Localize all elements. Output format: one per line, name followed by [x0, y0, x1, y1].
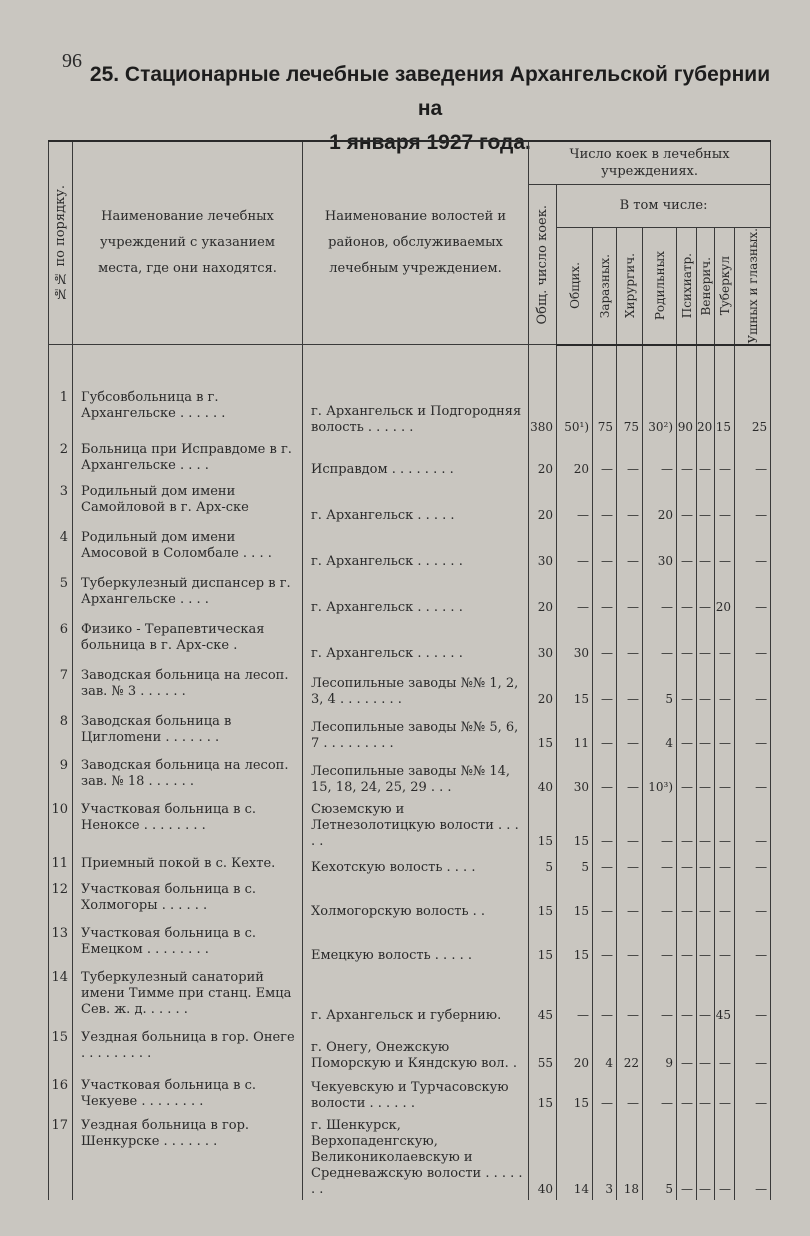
beds-col-5: —: [697, 798, 715, 852]
beds-col-1: —: [593, 438, 617, 480]
total-beds: 20: [529, 480, 557, 526]
beds-col-3: —: [643, 922, 677, 966]
beds-col-5: —: [697, 618, 715, 664]
beds-col-1: —: [593, 966, 617, 1026]
served-area: Емецкую волость . . . . .: [303, 922, 529, 966]
beds-col-1: —: [593, 618, 617, 664]
header-col-6: Туберкул: [715, 228, 735, 345]
beds-col-4: —: [677, 754, 697, 798]
beds-col-4: —: [677, 922, 697, 966]
table-row: [49, 438, 771, 480]
served-area: Лесопильные заводы №№ 1, 2, 3, 4 . . . . . . . .: [303, 664, 529, 710]
beds-col-3: 30²): [643, 386, 677, 438]
served-area: Лесопильные заводы №№ 14, 15, 18, 24, 25, 29 . . .: [303, 754, 529, 798]
beds-col-7: —: [735, 664, 771, 710]
institution-name: Участковая больница в с. Холмогоры . . . . . .: [73, 878, 303, 922]
institution-name: Туберкулезный санаторий имени Тимме при станц. Емца Сев. ж. д. . . . . .: [73, 966, 303, 1026]
beds-col-5: —: [697, 922, 715, 966]
beds-col-4: —: [677, 852, 697, 878]
beds-col-4: —: [677, 1074, 697, 1114]
table-row: [49, 798, 771, 852]
beds-col-3: 5: [643, 664, 677, 710]
beds-col-6: —: [715, 526, 735, 572]
beds-col-4: —: [677, 710, 697, 754]
total-beds: 20: [529, 664, 557, 710]
beds-col-4: —: [677, 618, 697, 664]
beds-col-2: —: [617, 438, 643, 480]
beds-col-1: —: [593, 878, 617, 922]
beds-col-6: 20: [715, 572, 735, 618]
beds-col-2: —: [617, 710, 643, 754]
beds-col-0: 11: [557, 710, 593, 754]
beds-col-4: —: [677, 480, 697, 526]
served-area: г. Архангельск . . . . .: [303, 480, 529, 526]
beds-col-6: 15: [715, 386, 735, 438]
beds-col-5: —: [697, 1026, 715, 1074]
beds-col-3: —: [643, 966, 677, 1026]
header-col-7: Ушных и глазных.: [735, 228, 771, 345]
served-area: Чекуевскую и Турчасовскую волости . . . . . .: [303, 1074, 529, 1114]
total-beds: 15: [529, 1074, 557, 1114]
beds-col-1: —: [593, 798, 617, 852]
institution-name: Заводская больница на лесоп. зав. № 18 . . . . . .: [73, 754, 303, 798]
row-number: 7: [49, 664, 73, 710]
beds-col-1: —: [593, 526, 617, 572]
beds-col-5: 20: [697, 386, 715, 438]
header-including: В том числе:: [557, 185, 771, 228]
beds-col-3: —: [643, 618, 677, 664]
beds-col-7: —: [735, 526, 771, 572]
beds-col-0: 15: [557, 1074, 593, 1114]
beds-col-5: —: [697, 966, 715, 1026]
row-number: 17: [49, 1114, 73, 1200]
beds-col-7: —: [735, 480, 771, 526]
row-number: 16: [49, 1074, 73, 1114]
total-beds: 40: [529, 754, 557, 798]
beds-col-2: —: [617, 798, 643, 852]
institution-name: Родильный дом имени Самойловой в г. Арх-ске: [73, 480, 303, 526]
beds-col-3: 10³): [643, 754, 677, 798]
beds-col-5: —: [697, 878, 715, 922]
title-line-2: 1 января 1927 года.: [329, 131, 531, 154]
beds-col-6: —: [715, 710, 735, 754]
total-beds: 45: [529, 966, 557, 1026]
beds-col-1: 75: [593, 386, 617, 438]
beds-col-4: —: [677, 878, 697, 922]
beds-col-2: —: [617, 922, 643, 966]
beds-col-1: 4: [593, 1026, 617, 1074]
row-number: 5: [49, 572, 73, 618]
beds-col-6: —: [715, 480, 735, 526]
served-area: Лесопильные заводы №№ 5, 6, 7 . . . . . . . . .: [303, 710, 529, 754]
beds-col-2: 75: [617, 386, 643, 438]
beds-col-3: —: [643, 572, 677, 618]
beds-col-2: —: [617, 664, 643, 710]
beds-col-6: —: [715, 438, 735, 480]
beds-col-7: —: [735, 798, 771, 852]
row-number: 11: [49, 852, 73, 878]
table-row: [49, 922, 771, 966]
total-beds: 55: [529, 1026, 557, 1074]
header-col-4: Психиатр.: [677, 228, 697, 345]
table-row: [49, 878, 771, 922]
served-area: г. Архангельск и губернию.: [303, 966, 529, 1026]
beds-col-0: —: [557, 572, 593, 618]
total-beds: 380: [529, 386, 557, 438]
total-beds: 15: [529, 798, 557, 852]
beds-col-7: —: [735, 922, 771, 966]
total-beds: 15: [529, 710, 557, 754]
header-col-1: Заразных.: [593, 228, 617, 345]
beds-col-5: —: [697, 754, 715, 798]
header-col-3: Родильных: [643, 228, 677, 345]
institution-name: Приемный покой в с. Кехте.: [73, 852, 303, 878]
institution-name: Заводская больница в Циглomени . . . . . . .: [73, 710, 303, 754]
beds-col-4: —: [677, 798, 697, 852]
beds-col-7: 25: [735, 386, 771, 438]
beds-col-2: —: [617, 1074, 643, 1114]
row-number: 8: [49, 710, 73, 754]
beds-col-3: 20: [643, 480, 677, 526]
title-line-1: 25. Стационарные лечебные заведения Архангельской губернии на: [89, 63, 771, 120]
row-number: 15: [49, 1026, 73, 1074]
beds-col-3: 4: [643, 710, 677, 754]
beds-col-0: —: [557, 526, 593, 572]
table-row: [49, 572, 771, 618]
beds-col-7: —: [735, 710, 771, 754]
institution-name: Физико - Терапевтическая больница в г. Арх-ске .: [73, 618, 303, 664]
beds-col-2: 18: [617, 1114, 643, 1200]
beds-col-4: —: [677, 526, 697, 572]
table-row: [49, 386, 771, 438]
beds-col-2: —: [617, 526, 643, 572]
row-number: 3: [49, 480, 73, 526]
beds-col-2: —: [617, 480, 643, 526]
beds-col-7: —: [735, 438, 771, 480]
beds-col-3: 5: [643, 1114, 677, 1200]
beds-col-7: —: [735, 572, 771, 618]
beds-col-5: —: [697, 710, 715, 754]
beds-col-4: —: [677, 438, 697, 480]
beds-col-0: 20: [557, 438, 593, 480]
hospitals-table: [48, 140, 771, 1200]
institution-name: Участковая больница в с. Ненокcе . . . . . . . .: [73, 798, 303, 852]
served-area: г. Онегу, Онежскую Поморскую и Кяндскую вол. .: [303, 1026, 529, 1074]
served-area: г. Архангельск . . . . . .: [303, 572, 529, 618]
beds-col-1: 3: [593, 1114, 617, 1200]
beds-col-7: —: [735, 1114, 771, 1200]
table-row: [49, 710, 771, 754]
beds-col-6: —: [715, 878, 735, 922]
row-number: 9: [49, 754, 73, 798]
beds-col-7: —: [735, 878, 771, 922]
total-beds: 40: [529, 1114, 557, 1200]
beds-col-0: 50¹): [557, 386, 593, 438]
beds-col-5: —: [697, 438, 715, 480]
beds-col-0: 15: [557, 922, 593, 966]
beds-col-6: —: [715, 1114, 735, 1200]
beds-col-7: —: [735, 754, 771, 798]
table-row: [49, 1114, 771, 1200]
beds-col-1: —: [593, 852, 617, 878]
total-beds: 5: [529, 852, 557, 878]
institution-name: Родильный дом имени Амосовой в Соломбале . . . .: [73, 526, 303, 572]
served-area: Исправдом . . . . . . . .: [303, 438, 529, 480]
beds-col-0: 20: [557, 1026, 593, 1074]
beds-col-4: —: [677, 572, 697, 618]
served-area: г. Шенкурск, Верхопаденгскую, Великониколаевскую и Средневажскую волости . . . . . . .: [303, 1114, 529, 1200]
beds-col-0: 15: [557, 664, 593, 710]
beds-col-6: —: [715, 1026, 735, 1074]
served-area: г. Архангельск . . . . . .: [303, 526, 529, 572]
beds-col-3: 9: [643, 1026, 677, 1074]
beds-col-0: —: [557, 480, 593, 526]
beds-col-1: —: [593, 1074, 617, 1114]
beds-col-1: —: [593, 754, 617, 798]
header-total-beds: Общ. число коек.: [529, 185, 557, 345]
header-col-0: Общих.: [557, 228, 593, 345]
beds-col-6: —: [715, 618, 735, 664]
total-beds: 15: [529, 878, 557, 922]
institution-name: Больница при Исправдоме в г. Архангельске . . . .: [73, 438, 303, 480]
beds-col-3: 30: [643, 526, 677, 572]
beds-col-7: —: [735, 1074, 771, 1114]
row-number: 4: [49, 526, 73, 572]
beds-col-6: —: [715, 1074, 735, 1114]
beds-col-7: —: [735, 1026, 771, 1074]
institution-name: Уездная больница в гор. Шенкурске . . . . . . .: [73, 1114, 303, 1200]
beds-col-5: —: [697, 572, 715, 618]
beds-col-1: —: [593, 664, 617, 710]
beds-col-1: —: [593, 480, 617, 526]
served-area: г. Архангельск . . . . . .: [303, 618, 529, 664]
institution-name: Губсовбольница в г. Архангельске . . . . . .: [73, 386, 303, 438]
beds-col-0: 14: [557, 1114, 593, 1200]
beds-col-0: 5: [557, 852, 593, 878]
beds-col-2: —: [617, 966, 643, 1026]
beds-col-6: 45: [715, 966, 735, 1026]
table-row: [49, 1074, 771, 1114]
beds-col-5: —: [697, 664, 715, 710]
beds-col-5: —: [697, 1114, 715, 1200]
beds-col-0: 30: [557, 618, 593, 664]
row-number: 1: [49, 386, 73, 438]
beds-col-3: —: [643, 1074, 677, 1114]
beds-col-6: —: [715, 664, 735, 710]
beds-col-0: 15: [557, 878, 593, 922]
beds-col-2: —: [617, 754, 643, 798]
header-area: Наименование волостей и районов, обслуживаемых лечебным учреждением.: [303, 141, 529, 345]
served-area: Сюземскую и Летнезолотицкую волости . . . . .: [303, 798, 529, 852]
beds-col-4: —: [677, 664, 697, 710]
row-number: 6: [49, 618, 73, 664]
beds-col-3: —: [643, 798, 677, 852]
table-row: [49, 1026, 771, 1074]
beds-col-0: 30: [557, 754, 593, 798]
total-beds: 15: [529, 922, 557, 966]
total-beds: 30: [529, 526, 557, 572]
beds-col-5: —: [697, 526, 715, 572]
header-col-2: Хирургич.: [617, 228, 643, 345]
beds-col-5: —: [697, 852, 715, 878]
header-beds-group: Число коек в лечебных учреждениях.: [529, 141, 771, 185]
beds-col-1: —: [593, 710, 617, 754]
beds-col-3: —: [643, 852, 677, 878]
beds-col-7: —: [735, 618, 771, 664]
beds-col-4: —: [677, 1114, 697, 1200]
beds-col-7: —: [735, 852, 771, 878]
institution-name: Участковая больница в с. Емецком . . . . . . . .: [73, 922, 303, 966]
served-area: Кехотскую волость . . . .: [303, 852, 529, 878]
beds-col-7: —: [735, 966, 771, 1026]
served-area: Холмогорскую волость . .: [303, 878, 529, 922]
served-area: г. Архангельск и Подгородняя волость . . . . . .: [303, 386, 529, 438]
institution-name: Участковая больница в с. Чекуеве . . . . . . . .: [73, 1074, 303, 1114]
beds-col-3: —: [643, 438, 677, 480]
total-beds: 30: [529, 618, 557, 664]
institution-name: Туберкулезный диспансер в г. Архангельске . . . .: [73, 572, 303, 618]
row-number: 13: [49, 922, 73, 966]
table-row: [49, 480, 771, 526]
beds-col-2: 22: [617, 1026, 643, 1074]
beds-col-1: —: [593, 572, 617, 618]
beds-col-4: 90: [677, 386, 697, 438]
beds-col-5: —: [697, 480, 715, 526]
table-row: [49, 966, 771, 1026]
beds-col-4: —: [677, 966, 697, 1026]
row-number: 12: [49, 878, 73, 922]
row-number: 14: [49, 966, 73, 1026]
page-number: 96: [62, 50, 82, 72]
beds-col-2: —: [617, 572, 643, 618]
total-beds: 20: [529, 438, 557, 480]
row-number: 2: [49, 438, 73, 480]
beds-col-0: 15: [557, 798, 593, 852]
header-order: №№ по порядку.: [49, 141, 73, 345]
beds-col-6: —: [715, 754, 735, 798]
institution-name: Заводская больница на лесоп. зав. № 3 . . . . . .: [73, 664, 303, 710]
table-row: [49, 618, 771, 664]
beds-col-2: —: [617, 618, 643, 664]
beds-col-6: —: [715, 852, 735, 878]
table-row: [49, 852, 771, 878]
institution-name: Уездная больница в гор. Онеге . . . . . . . . .: [73, 1026, 303, 1074]
beds-col-3: —: [643, 878, 677, 922]
beds-col-6: —: [715, 922, 735, 966]
beds-col-4: —: [677, 1026, 697, 1074]
beds-col-1: —: [593, 922, 617, 966]
table-row: [49, 526, 771, 572]
row-number: 10: [49, 798, 73, 852]
beds-col-2: —: [617, 878, 643, 922]
spacer-row: [49, 345, 771, 386]
table-row: [49, 754, 771, 798]
beds-col-2: —: [617, 852, 643, 878]
header-col-5: Венерич.: [697, 228, 715, 345]
header-institution: Наименование лечебных учреждений с указанием места, где они находятся.: [73, 141, 303, 345]
table-row: [49, 664, 771, 710]
beds-col-6: —: [715, 798, 735, 852]
total-beds: 20: [529, 572, 557, 618]
beds-col-0: —: [557, 966, 593, 1026]
beds-col-5: —: [697, 1074, 715, 1114]
